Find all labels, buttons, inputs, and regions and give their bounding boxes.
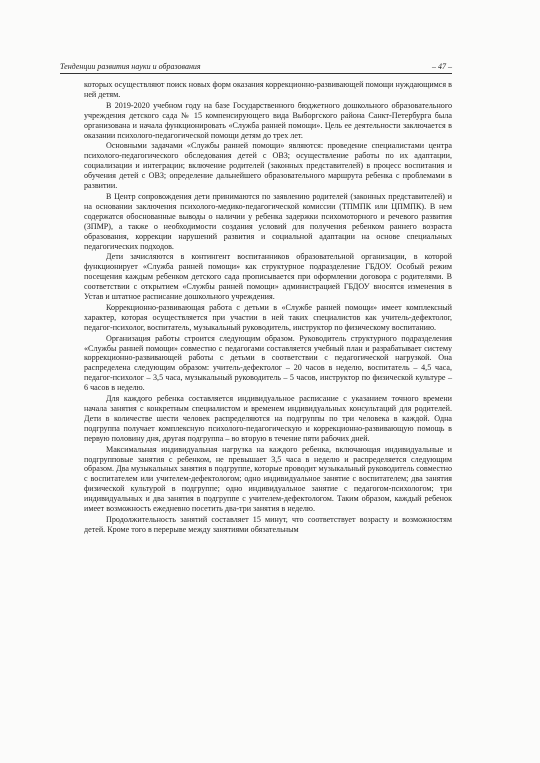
paragraph: В 2019-2020 учебном году на базе Государственного бюджетного дошкольного образовательного учреждения детского сада № 15 компенсирующего вида Выборгского района Санкт-Петербурга была организована и начала функционировать «Служба ранней помощи». Цель ее деятельности заключается в оказании психолого-педагогической помощи детям до трех лет.: [84, 100, 452, 140]
paragraph: Продолжительность занятий составляет 15 минут, что соответствует возрасту и возможностям детей. Кроме того в перерыве между занятиями обязательным: [84, 514, 452, 534]
journal-title: Тенденции развития науки и образования: [60, 62, 201, 71]
page-number: – 47 –: [432, 62, 452, 71]
paragraph: Организация работы строится следующим образом. Руководитель структурного подразделения «Службы ранней помощи» совместно с педагогами составляется учебный план и разрабатывает систему коррекционно-развивающей работы с детьми в соответствии с педагогической нагрузкой. Она распределена следующим образом: учитель-дефектолог – 20 часов в неделю, воспитатель – 4,5 часа, педагог-психолог – 3,5 часа, музыкальный руководитель – 5 часов, инструктор по физической культуре – 6 часов в неделю.: [84, 333, 452, 393]
article-body: [84, 80, 452, 536]
paragraph: Основными задачами «Службы ранней помощи» являются: проведение специалистами центра психолого-педагогического обследования детей с ОВЗ; осуществление работы по их адаптации, социализации и интеграции; включение родителей (законных представителей) в процесс воспитания и обучения детей с ОВЗ; определение дальнейшего образовательного маршрута ребенка с проблемами в развитии.: [84, 141, 452, 191]
paragraph: Для каждого ребенка составляется индивидуальное расписание с указанием точного времени начала занятия с конкретным специалистом и временем индивидуальных консультаций для родителей. Дети в количестве шести человек распределяются на подгруппы по три человека в каждой. Одна подгруппа получает комплексную психолого-педагогическую и коррекционно-развивающую помощь в первую половину дня, другая подгруппа – во вторую в течение пяти рабочих дней.: [84, 394, 452, 443]
paragraph: Коррекционно-развивающая работа с детьми в «Службе ранней помощи» имеет комплексный характер, которая осуществляется при участии в ней таких специалистов как учитель-дефектолог, педагог-психолог, воспитатель, музыкальный руководитель, инструктор по физическому воспитанию.: [84, 302, 452, 332]
paragraph: Дети зачисляются в контингент воспитанников образовательной организации, в которой функционирует «Служба ранней помощи» как структурное подразделение ГБДОУ. Особый режим посещения каждым ребенком детского сада прописывается при оформлении договора с родителями. В соответствии с открытием «Службы ранней помощи» администрацией ГБДОУ вносятся изменения в Устав и штатное расписание дошкольного учреждения.: [84, 252, 452, 302]
running-header: [60, 60, 452, 74]
paragraph: Максимальная индивидуальная нагрузка на каждого ребенка, включающая индивидуальные и подгрупповые занятия с ребенком, не превышает 3,5 часа в неделю и распределяется следующим образом. Два музыкальных занятия в подгруппе, которые проводит музыкальный руководитель совместно с воспитателем или учителем-дефектологом; одно индивидуальное занятие с воспитателем; два занятия физической культурой в подгруппе; одно индивидуальное занятие с педагогом-психологом; три индивидуальных и два занятия в подгруппе с учителем-дефектологом. Таким образом, каждый ребенок имеет возможность ежедневно посетить два-три занятия в неделю.: [84, 444, 452, 514]
paragraph: В Центр сопровождения дети принимаются по заявлению родителей (законных представителей) и на основании заключения психолого-медико-педагогической комиссии (ТПМПК или ЦПМПК). В нем содержатся обоснованные выводы о наличии у ребенка задержки психомоторного и речевого развития (ЗПМР), а также о необходимости создания условий для получения ребенком раннего возраста образования, коррекции нарушений развития и социальной адаптации на основе специальных педагогических подходов.: [84, 191, 452, 251]
paragraph: которых осуществляют поиск новых форм оказания коррекционно-развивающей помощи нуждающимся в ней детям.: [84, 80, 452, 99]
